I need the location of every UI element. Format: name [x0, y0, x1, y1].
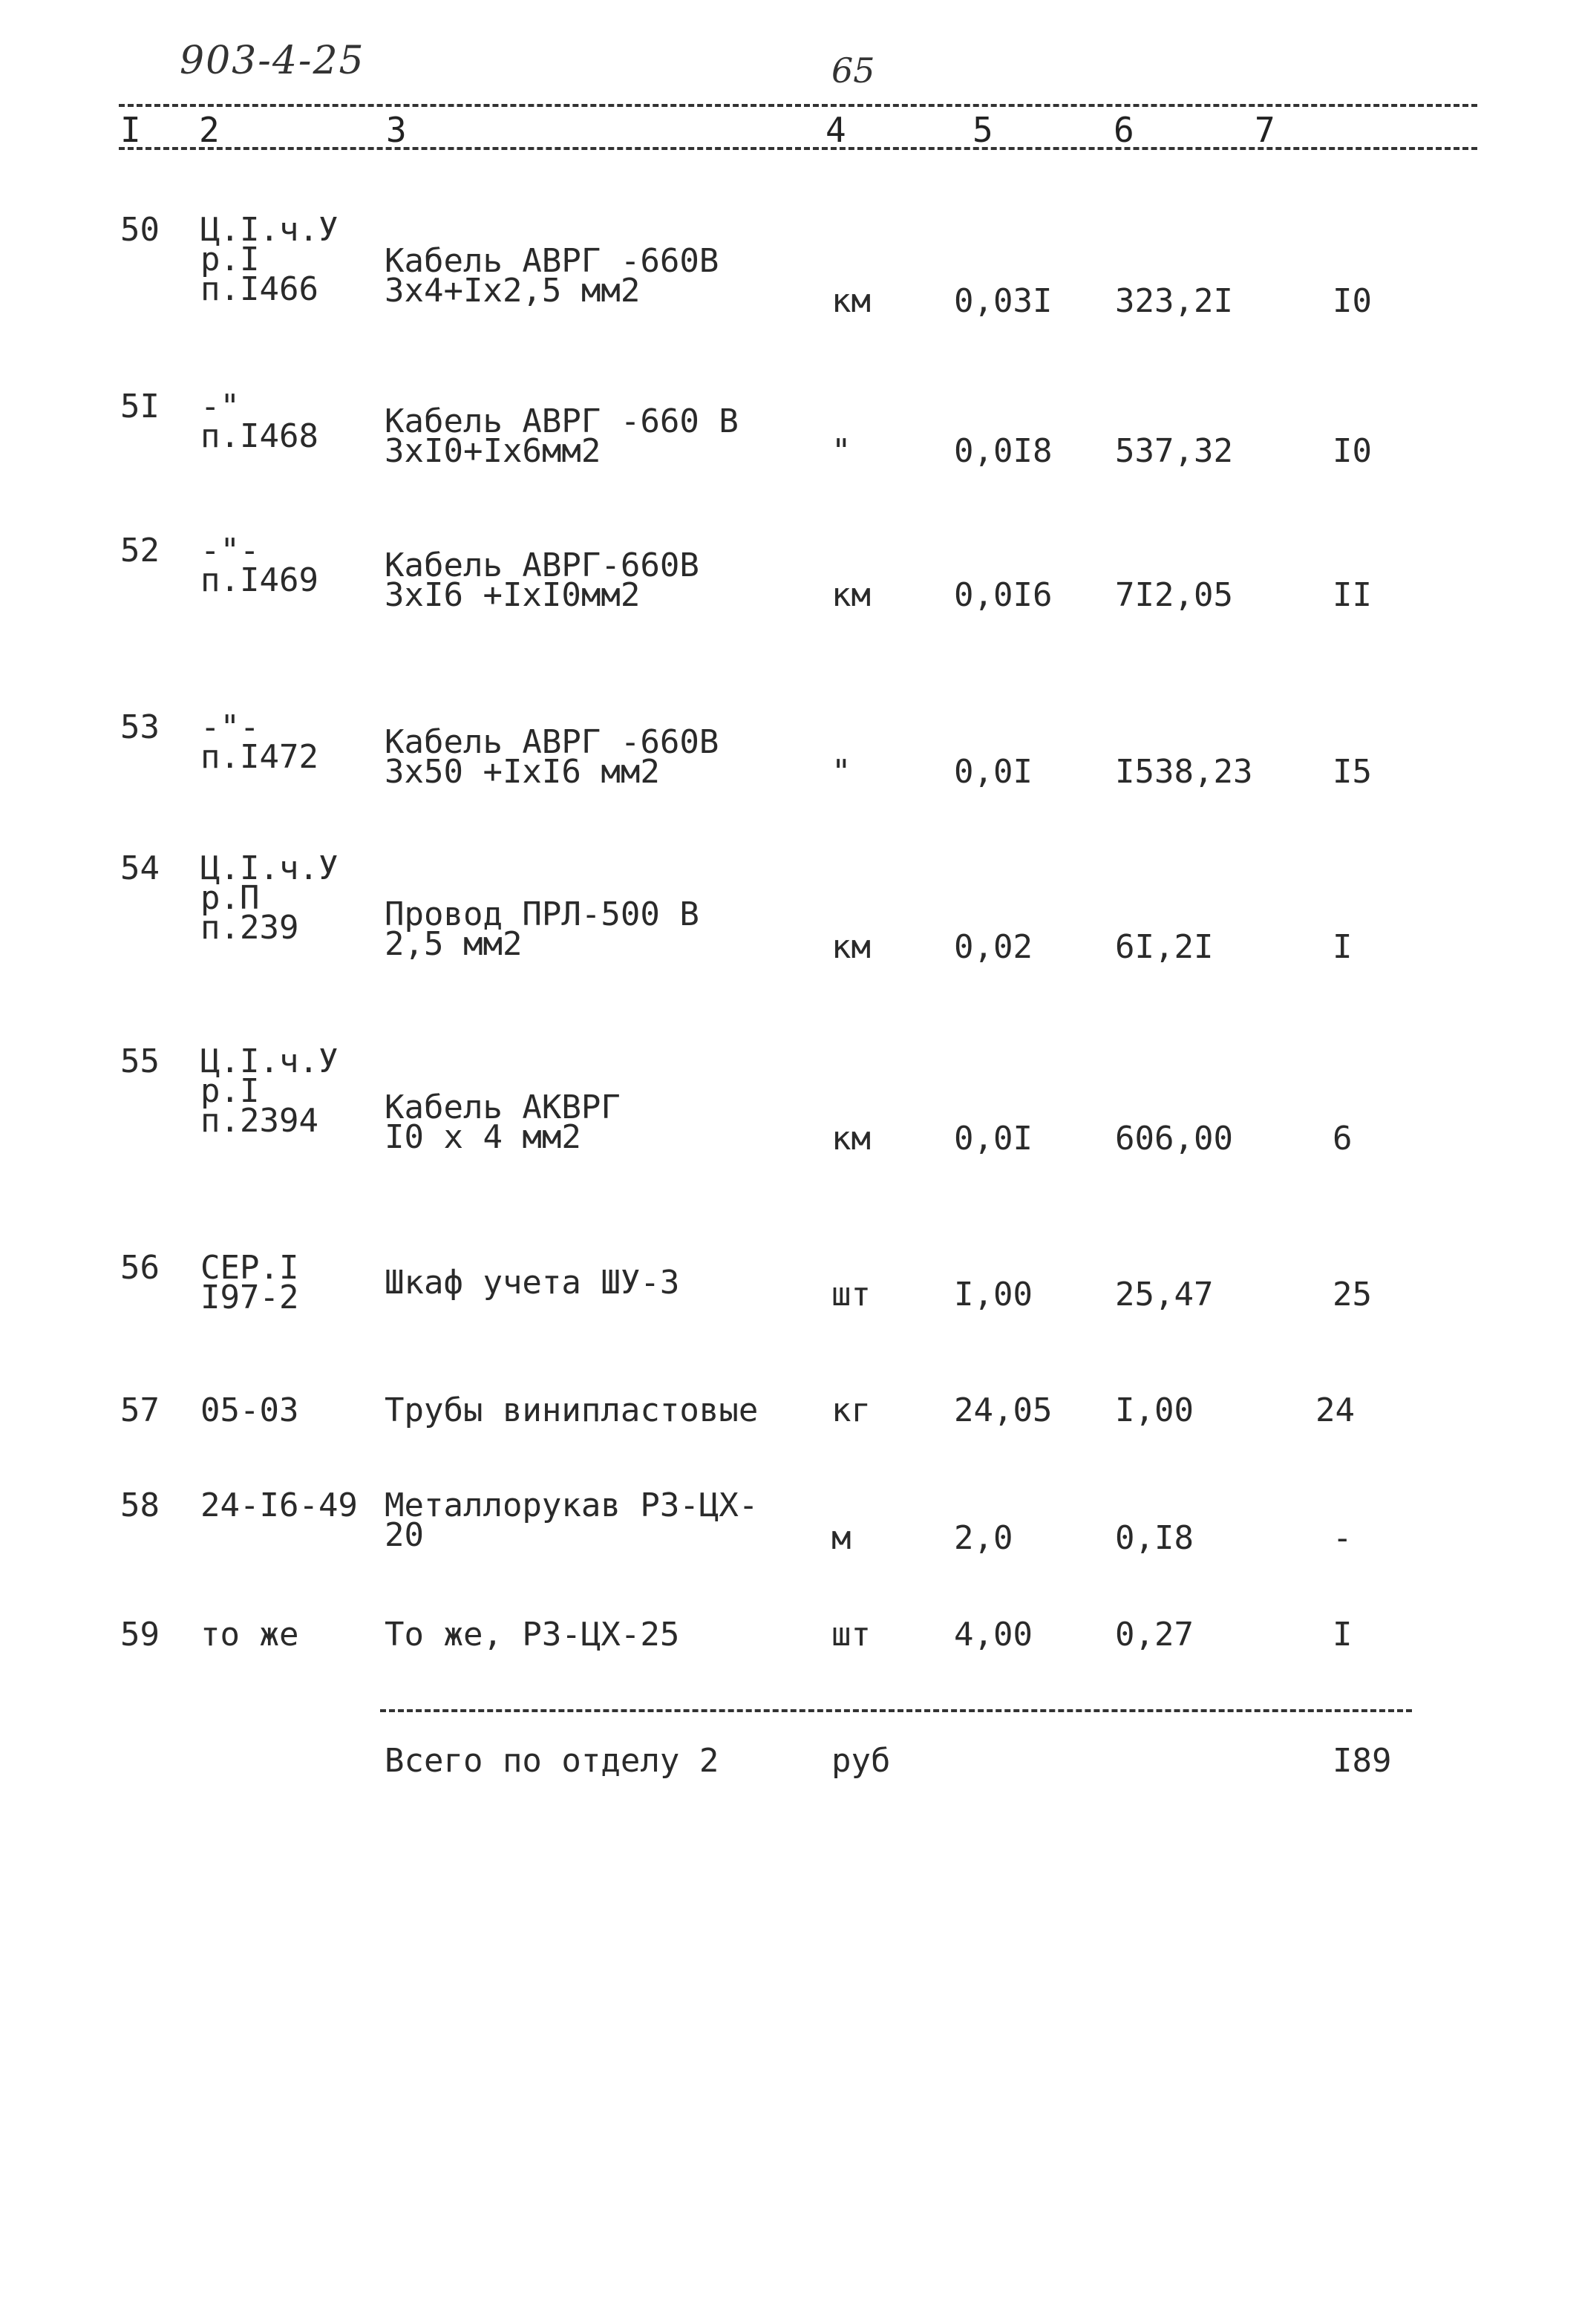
row-description: Кабель АВРГ -660 В [385, 402, 739, 440]
row-unit-price: I,00 [1115, 1391, 1194, 1429]
column-header-6: 6 [1114, 110, 1134, 150]
row-reference: р.I [200, 241, 260, 278]
row-number: 50 [120, 211, 160, 249]
row-description: Провод ПРЛ-500 В [385, 895, 699, 933]
row-description: 2,5 мм2 [385, 925, 523, 963]
row-description: Кабель АКВРГ [385, 1088, 621, 1126]
row-reference: р.I [200, 1072, 260, 1110]
row-quantity: 4,00 [954, 1616, 1033, 1654]
document-code: 903-4-25 [180, 39, 365, 83]
row-reference: п.I466 [200, 270, 318, 308]
row-unit: км [831, 576, 871, 614]
row-unit-price: 6I,2I [1115, 928, 1214, 966]
row-unit: м [831, 1519, 851, 1557]
header-rule-bottom [119, 147, 1477, 150]
row-number: 55 [120, 1042, 160, 1080]
row-description: 3хI0+Iх6мм2 [385, 432, 601, 470]
row-reference: Ц.I.ч.У [200, 211, 339, 249]
row-description: 3хI6 +IхI0мм2 [385, 576, 641, 614]
row-unit: кг [831, 1391, 871, 1429]
row-unit: " [831, 753, 851, 791]
row-total: I [1333, 1616, 1353, 1654]
row-quantity: 24,05 [954, 1391, 1053, 1429]
row-reference: -"- [200, 532, 260, 569]
column-header-7: 7 [1255, 110, 1275, 150]
row-total: II [1333, 576, 1372, 614]
row-description: Металлорукав РЗ-ЦХ- [385, 1486, 759, 1524]
row-description: 3х50 +IхI6 мм2 [385, 753, 660, 791]
row-unit: шт [831, 1276, 871, 1313]
total-divider [380, 1709, 1412, 1712]
column-header-5: 5 [972, 110, 993, 150]
row-number: 58 [120, 1486, 160, 1524]
row-number: 52 [120, 532, 160, 569]
column-header-1: I [120, 110, 141, 150]
row-unit-price: 25,47 [1115, 1276, 1214, 1313]
row-quantity: I,00 [954, 1276, 1033, 1313]
row-number: 54 [120, 849, 160, 887]
row-unit: " [831, 432, 851, 470]
row-total: 25 [1333, 1276, 1372, 1313]
row-reference: Ц.I.ч.У [200, 1042, 339, 1080]
row-unit-price: 0,I8 [1115, 1519, 1194, 1557]
row-unit: шт [831, 1616, 871, 1654]
row-reference: Ц.I.ч.У [200, 849, 339, 887]
row-quantity: 0,0I8 [954, 432, 1053, 470]
row-description: То же, РЗ-ЦХ-25 [385, 1616, 680, 1654]
row-number: 53 [120, 708, 160, 746]
row-reference: п.2394 [200, 1102, 318, 1140]
row-description: Кабель АВРГ-660В [385, 546, 699, 584]
row-reference: р.П [200, 879, 260, 917]
row-reference: 05-03 [200, 1391, 299, 1429]
row-description: 20 [385, 1516, 424, 1554]
row-reference: п.239 [200, 909, 299, 947]
row-number: 57 [120, 1391, 160, 1429]
row-quantity: 2,0 [954, 1519, 1013, 1557]
row-unit-price: 7I2,05 [1115, 576, 1233, 614]
row-quantity: 0,0I [954, 1120, 1033, 1158]
row-total: 6 [1333, 1120, 1353, 1158]
row-unit: км [831, 928, 871, 966]
row-unit: км [831, 1120, 871, 1158]
row-unit-price: 323,2I [1115, 282, 1233, 320]
column-header-3: 3 [386, 110, 407, 150]
row-number: 59 [120, 1616, 160, 1654]
row-total: I5 [1333, 753, 1372, 791]
summary-total: I89 [1333, 1742, 1392, 1780]
row-total: I [1333, 928, 1353, 966]
row-unit-price: 606,00 [1115, 1120, 1233, 1158]
row-number: 5I [120, 388, 160, 425]
row-description: 3х4+Iх2,5 мм2 [385, 272, 641, 310]
row-quantity: 0,02 [954, 928, 1033, 966]
row-description: Трубы винипластовые [385, 1391, 759, 1429]
row-reference: -" [200, 388, 240, 425]
row-quantity: 0,03I [954, 282, 1053, 320]
header-rule-top [119, 104, 1477, 107]
row-description: Кабель АВРГ -660В [385, 242, 719, 280]
row-reference: СЕР.I [200, 1249, 299, 1287]
row-reference: п.I472 [200, 738, 318, 776]
page-number: 65 [831, 50, 875, 91]
column-header-4: 4 [826, 110, 846, 150]
row-description: Шкаф учета ШУ-3 [385, 1264, 680, 1302]
row-reference: -"- [200, 708, 260, 746]
row-reference: 24-I6-49 [200, 1486, 358, 1524]
row-reference: I97-2 [200, 1279, 299, 1316]
row-reference: п.I469 [200, 561, 318, 599]
row-description: I0 х 4 мм2 [385, 1118, 581, 1156]
row-unit-price: 537,32 [1115, 432, 1233, 470]
row-unit-price: I538,23 [1115, 753, 1253, 791]
row-quantity: 0,0I [954, 753, 1033, 791]
row-total: 24 [1315, 1391, 1355, 1429]
column-header-2: 2 [199, 110, 220, 150]
row-quantity: 0,0I6 [954, 576, 1053, 614]
row-reference: п.I468 [200, 417, 318, 455]
row-unit-price: 0,27 [1115, 1616, 1194, 1654]
row-total: I0 [1333, 432, 1372, 470]
summary-unit: руб [831, 1742, 891, 1780]
row-description: Кабель АВРГ -660В [385, 723, 719, 761]
row-reference: то же [200, 1616, 299, 1654]
row-total: - [1333, 1519, 1353, 1557]
row-total: I0 [1333, 282, 1372, 320]
row-number: 56 [120, 1249, 160, 1287]
summary-label: Всего по отделу 2 [385, 1742, 719, 1780]
row-unit: км [831, 282, 871, 320]
